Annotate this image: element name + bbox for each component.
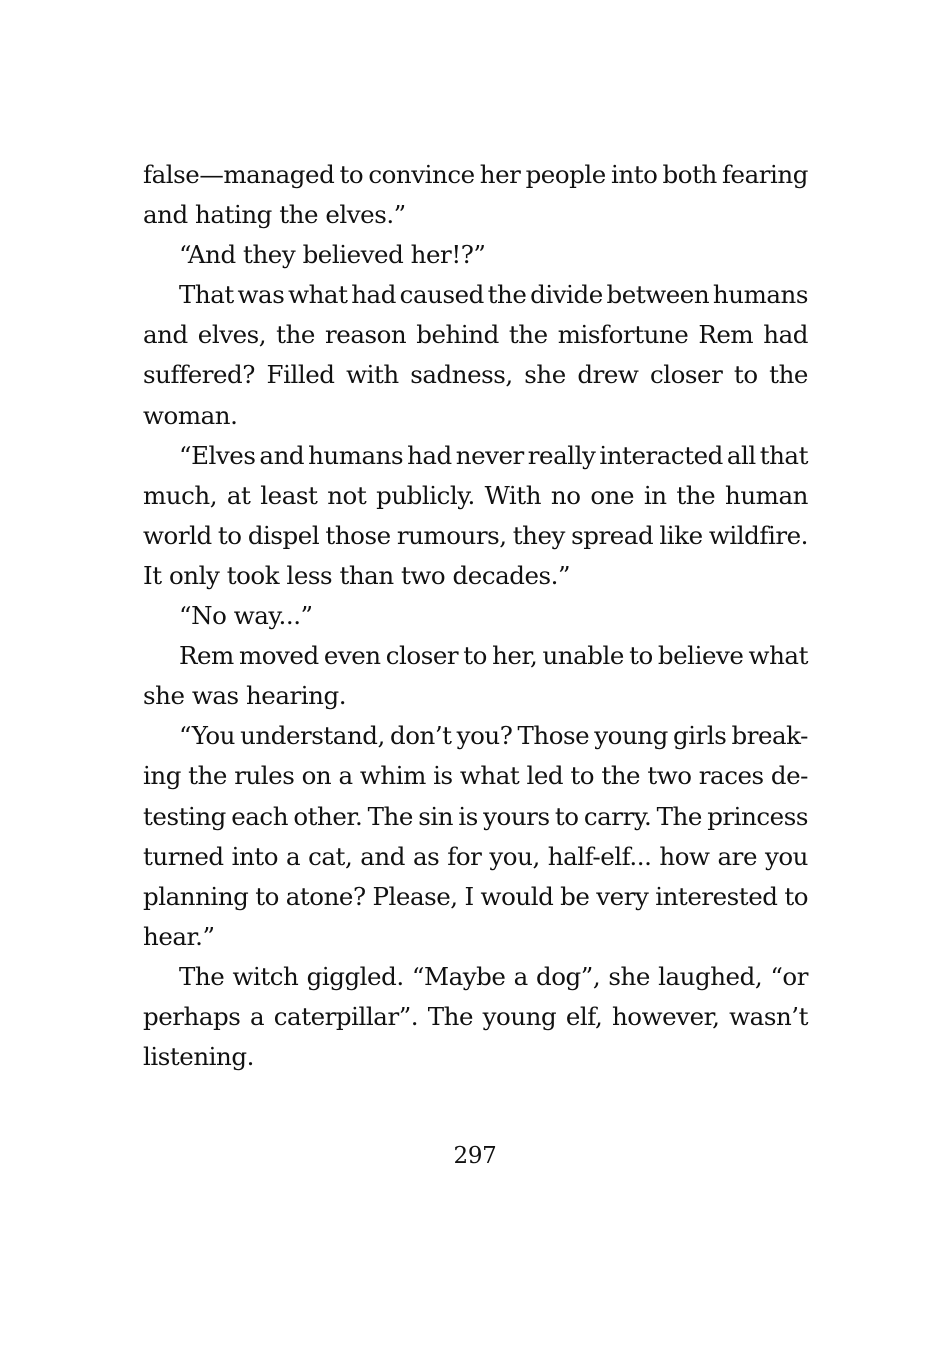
text-line: turned into a cat, and as for you, half-elf... how are you <box>143 841 809 871</box>
text-line: much, at least not publicly. With no one in the human <box>143 480 808 510</box>
text-line: That was what had caused the divide between humans <box>179 280 808 310</box>
page-body-text <box>143 155 808 1077</box>
text-line: Rem moved even closer to her, unable to believe what <box>179 641 808 671</box>
text-line: The witch giggled. “Maybe a dog”, she laughed, “or <box>179 961 808 991</box>
text-line: “Elves and humans had never really interacted all that <box>179 440 808 470</box>
text-line: “You understand, don’t you? Those young girls break- <box>179 721 808 751</box>
text-line: world to dispel those rumours, they spread like wildfire. <box>143 520 809 550</box>
text-line: perhaps a caterpillar”. The young elf, however, wasn’t <box>143 1001 809 1031</box>
text-line: It only took less than two decades.” <box>143 560 571 590</box>
text-line: planning to atone? Please, I would be very interested to <box>143 881 809 911</box>
text-line: “No way...” <box>179 601 313 631</box>
text-line: suffered? Filled with sadness, she drew closer to the <box>143 360 808 390</box>
text-line: testing each other. The sin is yours to carry. The princess <box>143 801 808 831</box>
text-line: and hating the elves.” <box>143 200 406 230</box>
text-line: and elves, the reason behind the misfortune Rem had <box>143 320 808 350</box>
text-line: false—managed to convince her people into both fearing <box>143 160 808 189</box>
text-line: hear.” <box>143 921 215 951</box>
text-line: “And they believed her!?” <box>179 240 486 270</box>
text-line: listening. <box>143 1042 254 1072</box>
page-number: 297 <box>453 1143 497 1169</box>
text-line: woman. <box>143 400 238 430</box>
text-line: she was hearing. <box>143 681 347 711</box>
text-line: ing the rules on a whim is what led to the two races de- <box>143 761 809 791</box>
